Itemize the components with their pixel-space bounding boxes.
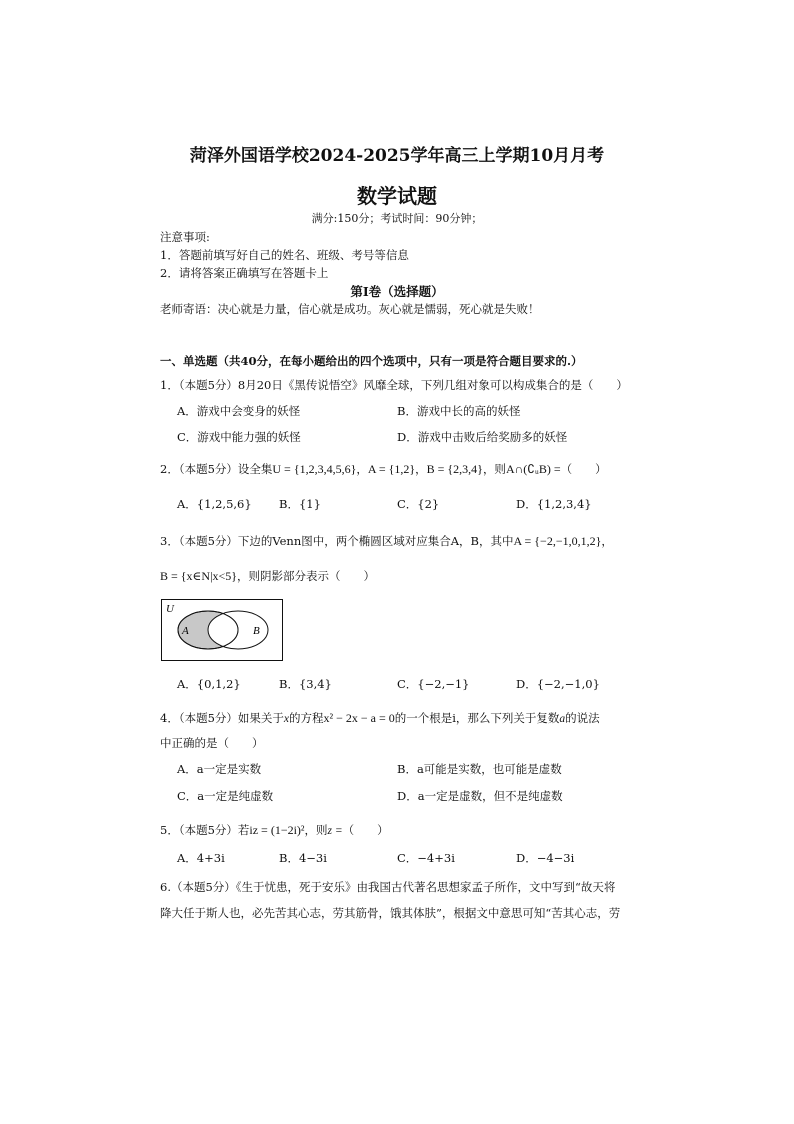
q2-option-b: B．{1} <box>279 497 321 511</box>
venn-label-b: B <box>253 625 260 637</box>
q6-stem-line1: 6.（本题5分）《生于忧患，死于安乐》由我国古代著名思想家孟子所作，文中写到“故天将 <box>160 880 616 894</box>
q3-option-c: C．{−2,−1} <box>397 677 470 691</box>
q5-option-d: D．−4−3i <box>516 851 575 865</box>
q5-option-a: A．4+3i <box>177 851 225 865</box>
q4-text: 的方程 <box>289 711 324 725</box>
q1-option-b: B．游戏中长的高的妖怪 <box>397 404 521 418</box>
q2-option-d: D．{1,2,3,4} <box>516 497 592 511</box>
q1-option-c: C．游戏中能力强的妖怪 <box>177 430 301 444</box>
q1-stem: 1．（本题5分）8月20日《黑传说悟空》风靡全球，下列几组对象可以构成集合的是（ ） <box>160 378 628 392</box>
part-title: 第I卷（选择题） <box>350 284 444 299</box>
q2-option-c: C．{2} <box>397 497 440 511</box>
venn-diagram <box>161 599 283 661</box>
notice-item: 1．答题前填写好自己的姓名、班级、考号等信息 <box>160 248 409 262</box>
notice-heading: 注意事项: <box>160 230 210 244</box>
q4-text: 的说法 <box>565 711 600 725</box>
q2-mid: ，则 <box>482 462 506 476</box>
q3-option-b: B．{3,4} <box>279 677 332 691</box>
section-title: 一、单选题（共40分，在每小题给出的四个选项中，只有一项是符合题目要求的.） <box>160 354 583 368</box>
q3-set-b: B = {x∈N|x<5} <box>160 569 238 583</box>
notice-item: 2．请将答案正确填写在答题卡上 <box>160 266 329 280</box>
q4-stem-line1 <box>160 711 600 727</box>
q3-stem-line2 <box>160 569 375 584</box>
q5-var-z: z = <box>327 825 343 837</box>
q4-option-c: C．a一定是纯虚数 <box>177 789 274 803</box>
exam-title: 菏泽外国语学校2024-2025学年高三上学期10月月考 <box>189 146 605 166</box>
q4-text: 的一个根是i，那么下列关于复数 <box>394 711 560 725</box>
q4-option-b: B．a可能是实数，也可能是虚数 <box>397 762 562 776</box>
q5-prefix: 5．（本题5分）若 <box>160 823 250 837</box>
q5-tail: （ ） <box>342 823 389 837</box>
q2-expression: A∩(∁ᵤB) = <box>505 462 561 476</box>
q5-stem <box>160 823 389 839</box>
q1-option-d: D．游戏中击败后给奖励多的妖怪 <box>397 430 568 444</box>
q1-option-a: A．游戏中会变身的妖怪 <box>177 404 301 418</box>
venn-label-a: A <box>182 625 189 637</box>
exam-subtitle: 数学试题 <box>357 184 437 208</box>
q4-stem-line2: 中正确的是（ ） <box>160 736 264 750</box>
q4-text: 4．（本题5分）如果关于 <box>160 711 284 725</box>
q3-stem-line1: 3．（本题5分）下边的Venn图中，两个椭圆区域对应集合A，B，其中A = {−2,−1,0,1,2}， <box>160 534 613 548</box>
q3-option-a: A．{0,1,2} <box>177 677 241 691</box>
q4-equation: x² − 2x − a = 0 <box>323 711 395 725</box>
q2-set-b: B = {2,3,4} <box>426 462 483 476</box>
q6-stem-line2: 降大任于斯人也，必先苦其心志，劳其筋骨，饿其体肤”，根据文中意思可知“苦其心志，劳 <box>160 906 621 920</box>
q3-option-d: D．{−2,−1,0} <box>516 677 600 691</box>
q3-set-a: A = {−2,−1,0,1,2} <box>513 534 602 548</box>
q2-prefix: 2．（本题5分）设全集 <box>160 462 273 476</box>
q2-option-a: A．{1,2,5,6} <box>177 497 252 511</box>
q3-tail: ，则阴影部分表示（ ） <box>237 569 376 583</box>
q4-var-x: x <box>283 713 289 725</box>
q4-option-a: A．a一定是实数 <box>177 762 262 776</box>
q5-mid: ，则 <box>304 823 328 837</box>
q4-var-a: a <box>559 713 566 725</box>
teacher-motto: 老师寄语：决心就是力量，信心就是成功。灰心就是懦弱，死心就是失败！ <box>160 302 540 316</box>
q5-option-b: B．4−3i <box>279 851 327 865</box>
exam-meta: 满分:150分；考试时间：90分钟； <box>311 212 483 225</box>
q5-option-c: C．−4+3i <box>397 851 455 865</box>
q4-option-d: D．a一定是虚数，但不是纯虚数 <box>397 789 563 803</box>
q5-equation: iz = (1−2i)² <box>249 823 305 837</box>
q2-tail: （ ） <box>560 462 607 476</box>
venn-label-u: U <box>166 603 174 615</box>
q3-text: 3．（本题5分）下边的Venn图中，两个椭圆区域对应集合A，B，其中 <box>160 534 514 548</box>
q2-set-u: U = {1,2,3,4,5,6} <box>272 462 357 476</box>
q2-stem: 2．（本题5分）设全集U = {1,2,3,4,5,6}，A = {1,2}，B = {2,3,4}，则A∩(∁ᵤB) =（ ） <box>160 462 607 476</box>
q2-set-a: A = {1,2} <box>367 462 416 476</box>
